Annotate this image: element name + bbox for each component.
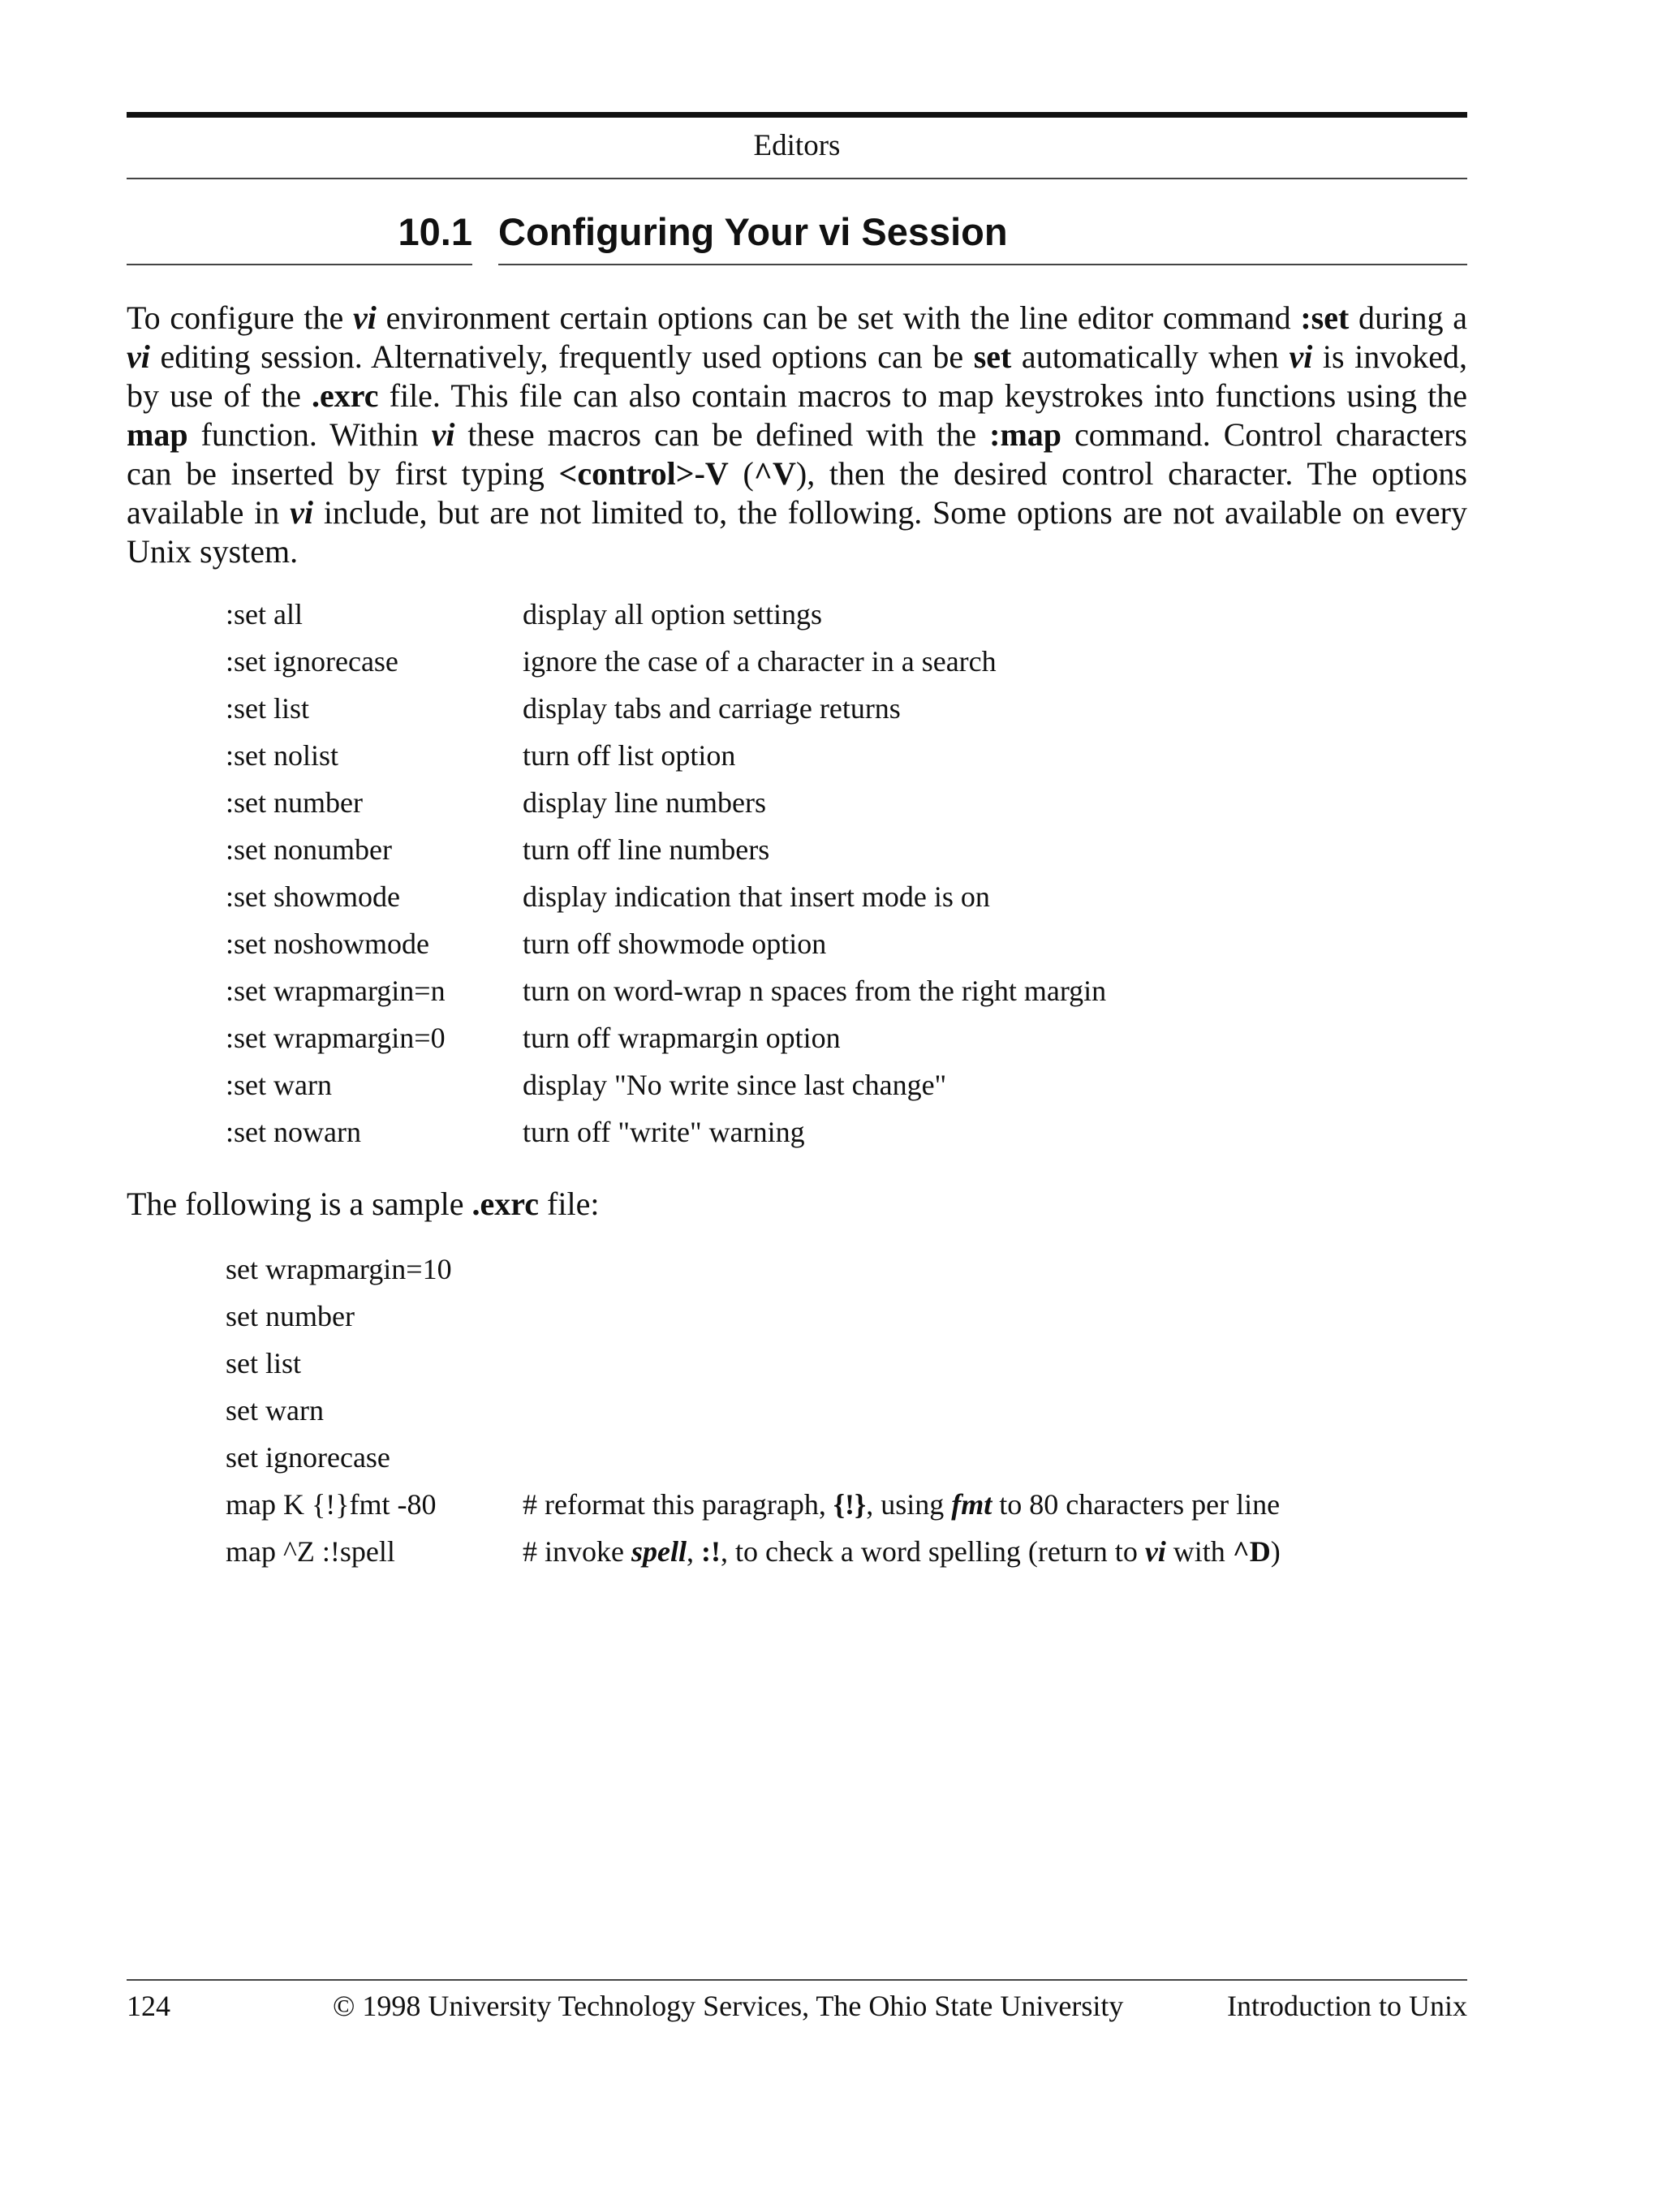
text-run: , (686, 1535, 701, 1568)
intro-line-6 (127, 493, 1467, 532)
code-line (226, 1246, 1467, 1293)
option-description: ignore the case of a character in a search (523, 645, 997, 678)
table-row (226, 873, 1467, 920)
text-run: # invoke (523, 1535, 631, 1568)
options-table (226, 591, 1467, 1155)
page-number: 124 (127, 1990, 170, 2022)
table-row (226, 685, 1467, 732)
option-description: display "No write since last change" (523, 1069, 947, 1101)
intro-line-3 (127, 377, 1467, 415)
table-row (226, 1014, 1467, 1061)
keystroke-caret-v: ^V (753, 455, 796, 492)
footer-rule (127, 1979, 1467, 1981)
map-comment (523, 1528, 1281, 1575)
filename-exrc: .exrc (311, 377, 379, 414)
text-run: The following is a sample (127, 1186, 472, 1222)
text-run: environment certain options can be set with the line editor command (376, 299, 1301, 336)
exrc-line: set ignorecase (226, 1441, 390, 1474)
code-line (226, 1340, 1467, 1387)
text-run: is invoked, (1312, 338, 1468, 375)
exrc-line: set wrapmargin=10 (226, 1253, 452, 1285)
option-description: display all option settings (523, 598, 822, 630)
text-run: can be inserted by first typing (127, 455, 559, 492)
option-description: display line numbers (523, 786, 766, 819)
option-command: :set showmode (226, 880, 400, 913)
text-run: these macros can be defined with the (454, 416, 990, 453)
emphasis-vi: vi (1144, 1535, 1166, 1568)
table-row (226, 967, 1467, 1014)
table-row (226, 826, 1467, 873)
emphasis-fmt: fmt (951, 1488, 992, 1521)
emphasis-vi: vi (353, 299, 377, 336)
option-description: display indication that insert mode is on (523, 880, 990, 913)
exrc-line: set list (226, 1347, 302, 1379)
text-run: function. Within (187, 416, 432, 453)
text-run: ), then the desired control character. The options (795, 455, 1468, 492)
option-command: :set list (226, 692, 310, 725)
option-command: :set warn (226, 1069, 332, 1101)
emphasis-spell: spell (631, 1535, 687, 1568)
option-description: turn on word-wrap n spaces from the right margin (523, 975, 1107, 1007)
option-description: turn off wrapmargin option (523, 1022, 841, 1054)
intro-line-1 (127, 299, 1467, 338)
option-command: :set all (226, 598, 303, 630)
section-number: 10.1 (398, 210, 472, 253)
text-run: during a (1349, 299, 1467, 336)
option-description: turn off "write" warning (523, 1116, 805, 1148)
section-title: Configuring Your vi Session (498, 210, 1008, 253)
table-row (226, 1108, 1467, 1155)
text-run: ) (1270, 1535, 1281, 1568)
text-run: file: (539, 1186, 600, 1222)
text-run: To configure the (127, 299, 354, 336)
header-rule-thin (127, 178, 1467, 179)
text-run: Unix system. (127, 533, 299, 570)
header-rule-thick (127, 112, 1467, 118)
table-row (226, 732, 1467, 779)
option-command: :set nonumber (226, 833, 392, 866)
option-description: turn off line numbers (523, 833, 770, 866)
command-map: :map (989, 416, 1062, 453)
keystroke-caret-d: ^D (1232, 1535, 1271, 1568)
command-set: :set (1300, 299, 1350, 336)
emphasis-shell-escape: :! (700, 1535, 721, 1568)
option-command: :set ignorecase (226, 645, 398, 678)
text-run: , to check a word spelling (return to (720, 1535, 1145, 1568)
text-run: file. This file can also contain macros to map keystrokes into functions using the (378, 377, 1467, 414)
intro-line-2 (127, 338, 1467, 377)
map-comment (523, 1481, 1280, 1528)
emphasis-vi: vi (431, 416, 455, 453)
section-title-underline (498, 264, 1467, 265)
emphasis-map: map (127, 416, 188, 453)
section-number-underline (127, 264, 472, 265)
filename-exrc: .exrc (471, 1186, 540, 1222)
keystroke-control-v: <control>-V (558, 455, 729, 492)
option-command: :set nowarn (226, 1116, 361, 1148)
exrc-line: set warn (226, 1394, 324, 1427)
text-run: command. Control characters (1061, 416, 1467, 453)
text-run: automatically when (1011, 338, 1290, 375)
footer-copyright: © 1998 University Technology Services, The Ohio State University (333, 1990, 1124, 2022)
running-head: Editors (753, 129, 841, 162)
option-command: :set wrapmargin=n (226, 975, 446, 1007)
text-run: to 80 characters per line (992, 1488, 1281, 1521)
table-row (226, 638, 1467, 685)
intro-line-4 (127, 415, 1467, 454)
option-command: :set nolist (226, 739, 339, 772)
map-command: map ^Z :!spell (226, 1535, 395, 1568)
emphasis-vi: vi (127, 338, 150, 375)
text-run: available in (127, 494, 291, 531)
text-run: # reformat this paragraph, (523, 1488, 833, 1521)
code-line (226, 1434, 1467, 1481)
exrc-sample-listing (226, 1246, 1467, 1575)
footer-book-title: Introduction to Unix (1227, 1990, 1467, 2022)
text-run: editing session. Alternatively, frequently used options can be (149, 338, 974, 375)
text-run: , using (866, 1488, 952, 1521)
intro-paragraph (127, 299, 1467, 571)
table-row (226, 779, 1467, 826)
code-line (226, 1528, 1467, 1575)
table-row (226, 920, 1467, 967)
option-description: display tabs and carriage returns (523, 692, 901, 725)
code-line (226, 1293, 1467, 1340)
exrc-line: set number (226, 1300, 355, 1332)
emphasis-vi: vi (290, 494, 313, 531)
table-row (226, 1061, 1467, 1108)
intro-line-7 (127, 532, 1467, 571)
table-row (226, 591, 1467, 638)
code-line (226, 1481, 1467, 1528)
map-command: map K {!}fmt -80 (226, 1488, 437, 1521)
emphasis-set: set (973, 338, 1012, 375)
sample-exrc-intro (127, 1185, 599, 1224)
emphasis-vi: vi (1289, 338, 1313, 375)
text-run: include, but are not limited to, the following. Some options are not available on every (313, 494, 1468, 531)
option-command: :set noshowmode (226, 927, 429, 960)
emphasis-paragraph-range: {!} (833, 1488, 867, 1521)
code-line (226, 1387, 1467, 1434)
option-description: turn off list option (523, 739, 736, 772)
text-run: by use of the (127, 377, 312, 414)
option-command: :set number (226, 786, 363, 819)
text-run: with (1165, 1535, 1233, 1568)
text-run: ( (728, 455, 754, 492)
option-description: turn off showmode option (523, 927, 827, 960)
option-command: :set wrapmargin=0 (226, 1022, 446, 1054)
intro-line-5 (127, 454, 1467, 493)
